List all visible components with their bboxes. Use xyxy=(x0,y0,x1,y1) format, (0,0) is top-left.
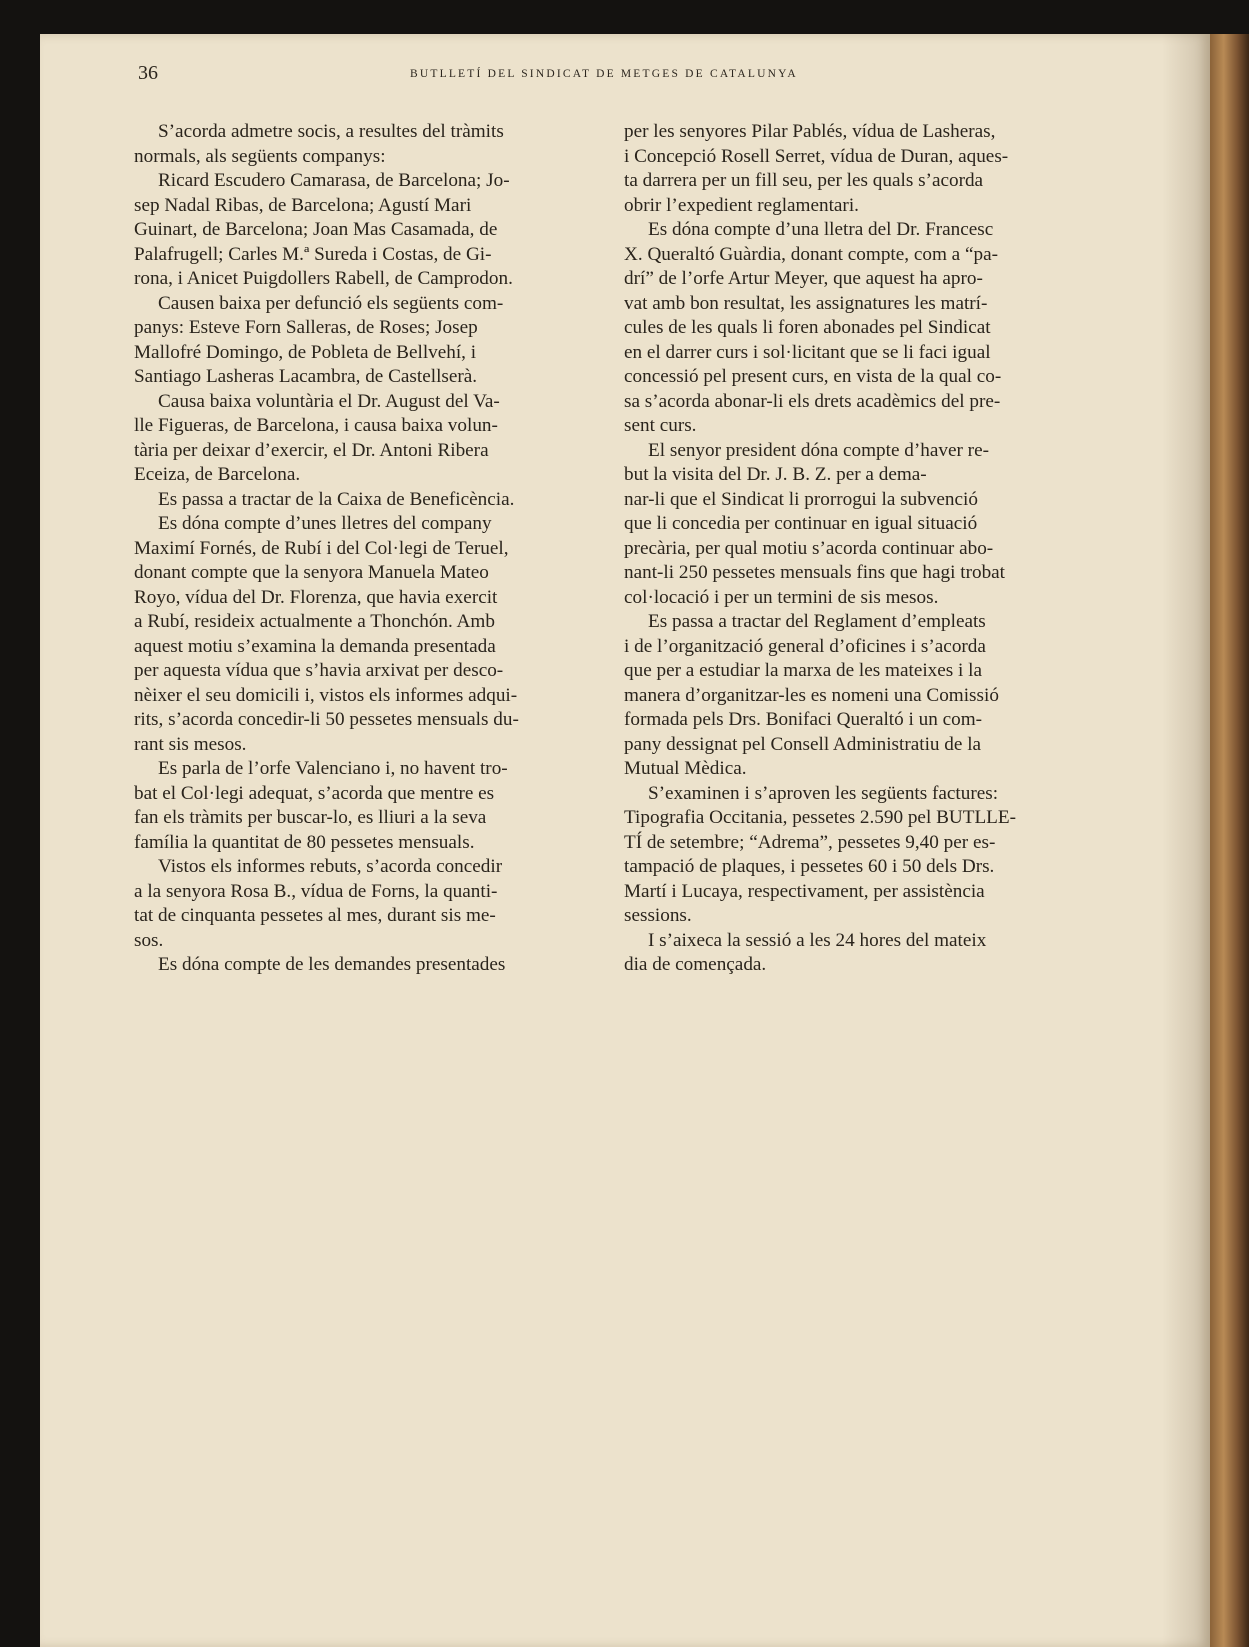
paragraph: I s’aixeca la sessió a les 24 hores del mateix dia de començada. xyxy=(624,929,987,975)
paragraph: Ricard Escudero Camarasa, de Barcelona; Jo- sep Nadal Ribas, de Barcelona; Agustí Mari Guinart, de Barcelona; Joan Mas Casamada, de Palafrugell; Carles M.ª Sureda i Costas, de Gi- rona, i Anicet Puigdollers Rabell, de Camprodon. xyxy=(134,170,513,289)
running-header: BUTLLETÍ DEL SINDICAT DE METGES DE CATALUNYA xyxy=(410,68,798,80)
paragraph: Es passa a tractar de la Caixa de Beneficència. xyxy=(158,488,515,510)
paragraph: Causen baixa per defunció els següents com- panys: Esteve Forn Salleras, de Roses; Josep Mallofré Domingo, de Pobleta de Bellvehí, i Santiago Lasheras Lacambra, de Castellserà. xyxy=(134,292,504,387)
paragraph: Es dóna compte d’unes lletres del company Maximí Fornés, de Rubí i del Col·legi de Teruel, donant compte que la senyora Manuela Mateo Royo, vídua del Dr. Florenza, que havia exercit a Rubí, resideix actualmente a Thonchón. Amb aquest motiu s’examina la demanda presentada per aquesta vídua que s’havia arxivat per desco- nèixer el seu domicili i, vistos els informes adqui- rits, s’acorda concedir-li 50 pessetes mensuals du- rant sis mesos. xyxy=(134,513,519,755)
right-column xyxy=(624,120,1084,978)
paragraph: Es dóna compte d’una lletra del Dr. Francesc X. Queraltó Guàrdia, donant compte, com a “pa- drí” de l’orfe Artur Meyer, que aquest ha apro- vat amb bon resultat, les assignatures les matrí- cules de les quals li foren abonades pel Sindicat en el darrer curs i sol·licitant que se li faci igual concessió pel present curs, en vista de la qual co- sa s’acorda abonar-li els drets acadèmics del pre- sent curs. xyxy=(624,219,1002,436)
paragraph: S’acorda admetre socis, a resultes del tràmits normals, als següents companys: xyxy=(134,121,504,167)
paragraph: per les senyores Pilar Pablés, vídua de Lasheras, i Concepció Rosell Serret, vídua de Duran, aques- ta darrera per un fill seu, per les quals s’acorda obrir l’expedient reglamentari. xyxy=(624,121,1009,216)
paragraph: Es parla de l’orfe Valenciano i, no havent tro- bat el Col·legi adequat, s’acorda que mentre es fan els tràmits per buscar-lo, es lliuri a la seva família la quantitat de 80 pessetes mensuals. xyxy=(134,758,508,853)
paragraph: El senyor president dóna compte d’haver re- but la visita del Dr. J. B. Z. per a dema- nar-li que el Sindicat li prorrogui la subvenció que li concedia per continuar en igual situació precària, per qual motiu s’acorda continuar abo- nant-li 250 pessetes mensuals fins que hagi trobat col·locació i per un termini de sis mesos. xyxy=(624,439,1006,608)
paragraph: Es dóna compte de les demandes presentades xyxy=(158,954,506,975)
left-column xyxy=(134,120,594,978)
paragraph: Es passa a tractar del Reglament d’empleats i de l’organització general d’oficines i s’acorda que per a estudiar la marxa de les mateixes i la manera d’organitzar-les es nomeni una Comissió formada pels Drs. Bonifaci Queraltó i un com- pany dessignat pel Consell Administratiu de la Mutual Mèdica. xyxy=(624,611,999,779)
paragraph: Vistos els informes rebuts, s’acorda concedir a la senyora Rosa B., vídua de Forns, la quanti- tat de cinquanta pessetes al mes, durant sis me- sos. xyxy=(134,856,503,951)
page-number: 36 xyxy=(138,62,158,84)
paragraph: Causa baixa voluntària el Dr. August del Va- lle Figueras, de Barcelona, i causa baixa volun- tària per deixar d’exercir, el Dr. Antoni Ribera Eceiza, de Barcelona. xyxy=(134,390,500,485)
page-gutter-shadow xyxy=(1162,34,1210,1647)
book-spine xyxy=(1210,34,1249,1647)
paragraph: S’examinen i s’aproven les següents factures: Tipografia Occitania, pessetes 2.590 pel BUTLLE- TÍ de setembre; “Adrema”, pessetes 9,40 per es- tampació de plaques, i pessetes 60 i 50 dels Drs. Martí i Lucaya, respectivament, per assistència sessions. xyxy=(624,782,1017,926)
